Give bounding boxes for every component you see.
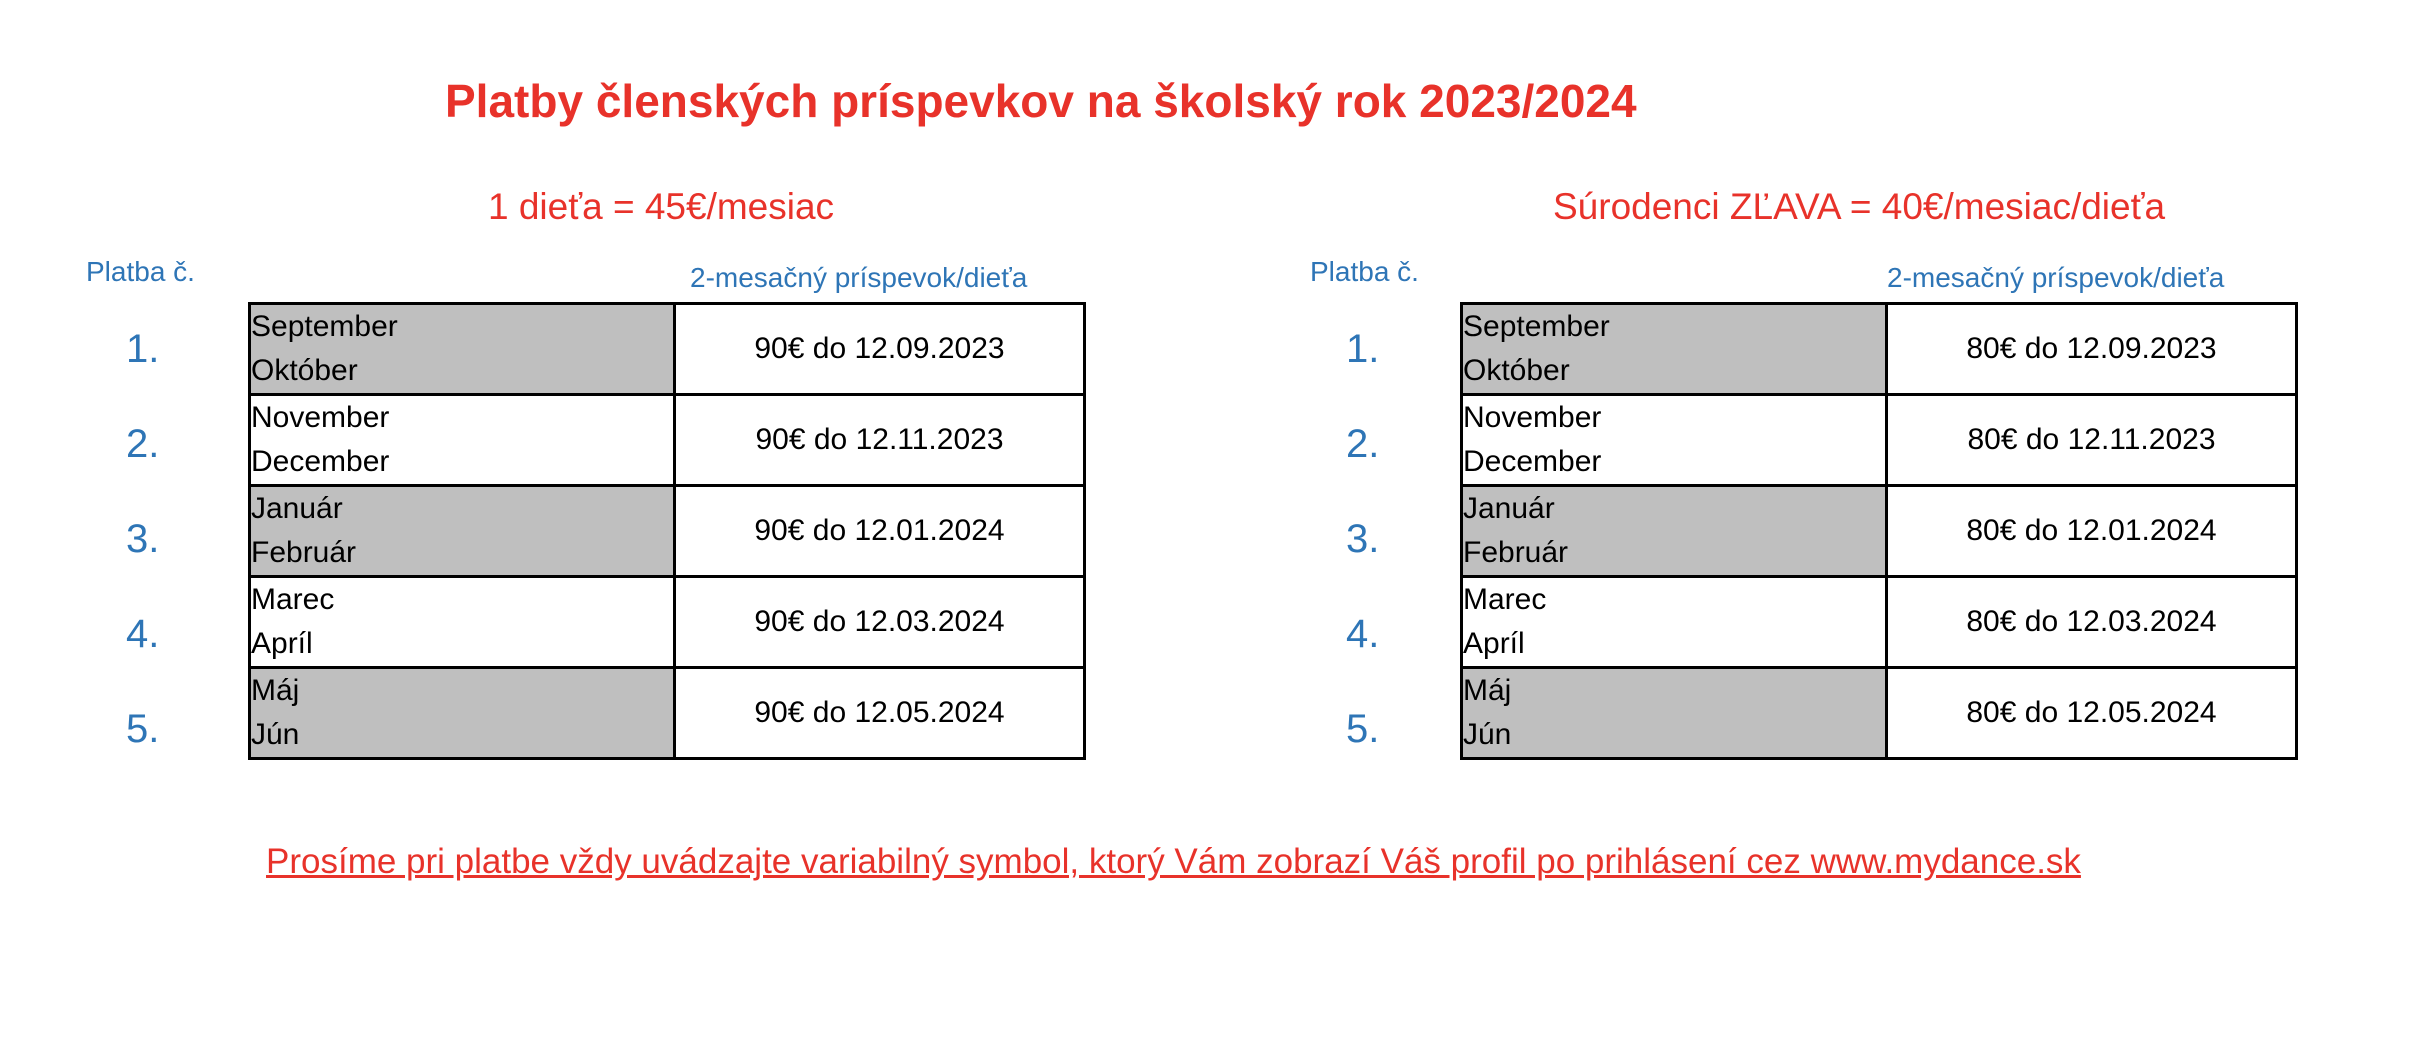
payment-number-header-left: Platba č. bbox=[86, 256, 195, 287]
month-label: Október bbox=[251, 354, 358, 387]
months-cell bbox=[250, 304, 675, 395]
amount-header-right: 2-mesačný príspevok/dieťa bbox=[1887, 262, 2225, 293]
payment-number: 1. bbox=[1346, 327, 1380, 371]
amount-cell: 80€ do 12.03.2024 bbox=[1887, 577, 2297, 668]
amount-cell: 80€ do 12.05.2024 bbox=[1887, 668, 2297, 759]
table-row bbox=[250, 395, 1085, 486]
payment-table-siblings bbox=[1460, 302, 2298, 760]
table-row bbox=[250, 668, 1085, 759]
single-child-rate: 1 dieťa = 45€/mesiac bbox=[488, 186, 835, 227]
table-row bbox=[250, 577, 1085, 668]
payment-number: 3. bbox=[126, 517, 160, 561]
months-cell bbox=[250, 395, 675, 486]
variable-symbol-notice-link[interactable]: Prosíme pri platbe vždy uvádzajte variabilný symbol, ktorý Vám zobrazí Váš profil po prihlásení cez www.mydance.sk bbox=[266, 842, 2081, 881]
table-row bbox=[1462, 304, 2297, 395]
month-label: Marec bbox=[251, 583, 335, 616]
payment-number: 4. bbox=[126, 612, 160, 656]
payment-number: 5. bbox=[1346, 707, 1380, 751]
month-label: December bbox=[251, 445, 390, 478]
month-label: Marec bbox=[1463, 583, 1547, 616]
payment-number: 2. bbox=[126, 422, 160, 466]
payment-number: 5. bbox=[126, 707, 160, 751]
payment-number-header-right: Platba č. bbox=[1310, 256, 1419, 287]
amount-cell: 90€ do 12.01.2024 bbox=[675, 486, 1085, 577]
month-label: Január bbox=[1463, 492, 1555, 525]
table-row bbox=[1462, 577, 2297, 668]
table-row bbox=[1462, 395, 2297, 486]
months-cell bbox=[250, 668, 675, 759]
month-label: November bbox=[251, 401, 390, 434]
table-row bbox=[250, 486, 1085, 577]
month-label: Január bbox=[251, 492, 343, 525]
month-label: Máj bbox=[251, 674, 300, 707]
siblings-discount-rate: Súrodenci ZĽAVA = 40€/mesiac/dieťa bbox=[1553, 186, 2166, 227]
page-title: Platby členských príspevkov na školský rok 2023/2024 bbox=[445, 75, 1637, 127]
month-label: November bbox=[1463, 401, 1602, 434]
payment-number: 4. bbox=[1346, 612, 1380, 656]
months-cell bbox=[250, 486, 675, 577]
payment-numbers-right bbox=[1306, 302, 1426, 777]
payment-table-single-child bbox=[248, 302, 1086, 760]
month-label: Február bbox=[251, 536, 357, 569]
month-label: Jún bbox=[251, 718, 300, 751]
months-cell bbox=[250, 577, 675, 668]
payment-number: 3. bbox=[1346, 517, 1380, 561]
month-label: Apríl bbox=[1463, 627, 1525, 660]
payment-number: 2. bbox=[1346, 422, 1380, 466]
month-label: Október bbox=[1463, 354, 1570, 387]
months-cell bbox=[1462, 304, 1887, 395]
amount-cell: 90€ do 12.03.2024 bbox=[675, 577, 1085, 668]
amount-cell: 80€ do 12.09.2023 bbox=[1887, 304, 2297, 395]
months-cell bbox=[1462, 668, 1887, 759]
month-label: Február bbox=[1463, 536, 1569, 569]
month-label: September bbox=[1463, 310, 1610, 343]
amount-cell: 90€ do 12.09.2023 bbox=[675, 304, 1085, 395]
month-label: September bbox=[251, 310, 398, 343]
amount-cell: 80€ do 12.11.2023 bbox=[1887, 395, 2297, 486]
months-cell bbox=[1462, 395, 1887, 486]
month-label: Apríl bbox=[251, 627, 313, 660]
months-cell bbox=[1462, 486, 1887, 577]
month-label: Máj bbox=[1463, 674, 1512, 707]
amount-header-left: 2-mesačný príspevok/dieťa bbox=[690, 262, 1028, 293]
amount-cell: 90€ do 12.11.2023 bbox=[675, 395, 1085, 486]
month-label: Jún bbox=[1463, 718, 1512, 751]
amount-cell: 90€ do 12.05.2024 bbox=[675, 668, 1085, 759]
payment-numbers-left bbox=[86, 302, 206, 777]
payment-number: 1. bbox=[126, 327, 160, 371]
amount-cell: 80€ do 12.01.2024 bbox=[1887, 486, 2297, 577]
table-row bbox=[1462, 668, 2297, 759]
table-row bbox=[1462, 486, 2297, 577]
month-label: December bbox=[1463, 445, 1602, 478]
months-cell bbox=[1462, 577, 1887, 668]
table-row bbox=[250, 304, 1085, 395]
